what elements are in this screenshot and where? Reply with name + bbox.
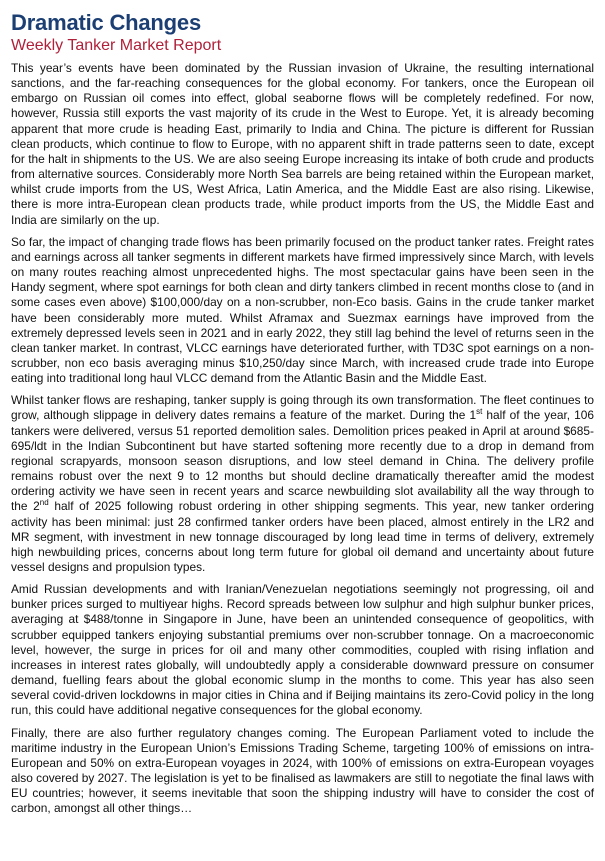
paragraph-4: Amid Russian developments and with Iranian/Venezuelan negotiations seemingly not progressing, oil and bunker prices surged to multiyear highs. Record spreads between low sulphur and high sulphur bunker prices, averaging at $488/tonne in Singapore in June, have been an unintended consequence of geopolitics, with scrubber equipped tankers enjoying substantial premiums over non-scrubber tonnage. On a macroeconomic level, however, the surge in prices for oil and many other commodities, coupled with rising inflation and increases in interest rates globally, will undoubtedly apply a considerable downward pressure on consumer demand, fuelling fears about the global economic slump in the months to come. This year has also seen several covid-driven lockdowns in major cities in China and if Beijing maintains its zero-Covid policy in the long run, this could have additional negative consequences for the global economy. [11, 582, 594, 718]
paragraph-2: So far, the impact of changing trade flows has been primarily focused on the product tanker rates. Freight rates and earnings across all tanker segments in different markets have firmed impressively since March, with levels on many routes reaching almost unprecedented highs. The most spectacular gains have been seen in the Handy segment, where spot earnings for both clean and dirty tankers climbed in recent months close to (and in some cases even above) $100,000/day on a non-scrubber, non-Eco basis. Gains in the crude tanker market have been considerably more muted. Whilst Aframax and Suezmax earnings have improved from the extremely depressed levels seen in 2021 and in early 2022, they still lag behind the level of returns seen in the clean tanker market. In contrast, VLCC earnings have deteriorated further, with TD3C spot earnings on a non-scrubber, non eco basis averaging minus $10,250/day since March, with increased crude trade into Europe eating into traditional long haul VLCC demand from the Atlantic Basin and the Middle East. [11, 234, 594, 386]
ordinal-suffix-2: nd [39, 498, 49, 508]
ordinal-suffix-1: st [476, 407, 483, 417]
paragraph-5: Finally, there are also further regulatory changes coming. The European Parliament voted to include the maritime industry in the European Union’s Emissions Trading Scheme, targeting 100% of emissions on intra-European and 50% on extra-European voyages in 2024, with 100% of emissions on extra-European voyages also covered by 2027. The legislation is yet to be finalised as lawmakers are still to negotiate the final laws with EU countries; however, it seems inevitable that soon the shipping industry will have to consider the cost of carbon, amongst all other things… [11, 725, 594, 816]
paragraph-3 [11, 393, 594, 575]
paragraph-1: This year’s events have been dominated by the Russian invasion of Ukraine, the resulting international sanctions, and the far-reaching consequences for the global economy. For tankers, once the European oil embargo on Russian oil comes into effect, global seaborne flows will be completely redefined. For now, however, Russia still exports the vast majority of its crude in the West to Europe. Yet, it is already becoming apparent that more crude is heading East, primarily to India and China. The picture is different for Russian clean products, which continue to flow to Europe, with no apparent shift in trade patterns seen to date, except for the halt in shipments to the US. We are also seeing Europe increasing its intake of both crude and products from alternative sources. Considerably more North Sea barrels are being retained within the European market, whilst crude imports from the US, West Africa, Latin America, and the Middle East are also rising. Likewise, there is more intra-European clean products trade, while product imports from the US, the Middle East and India are similarly on the up. [11, 61, 594, 227]
paragraph-3-part-b: half of the year, 106 tankers were delivered, versus 51 reported demolition sales. Demolition prices peaked in April at around $685-695/ldt in the Indian Subcontinent but have started softening more recently due to a drop in demand from regional scrapyards, monsoon season disruptions, and low steel demand in China. The delivery profile remains robust over the next 9 to 12 months but should decline dramatically thereafter amid the modest ordering activity we have seen in recent years and scarce newbuilding slot availability all the way through to the 2 [11, 408, 594, 514]
paragraph-3-part-c: half of 2025 following robust ordering in other shipping segments. This year, new tanker ordering activity has been minimal: just 28 confirmed tanker orders have been placed, almost entirely in the LR2 and MR segment, with investment in new tonnage discouraged by long lead time in terms of delivery, extremely high newbuilding prices, concerns about long term future for global oil demand and uncertainty about future vessel designs and propulsion types. [11, 499, 594, 574]
paragraph-3-part-a: Whilst tanker flows are reshaping, tanker supply is going through its own transformation. The fleet continues to grow, although slippage in delivery dates remains a feature of the market. During the 1 [11, 393, 594, 423]
report-subtitle: Weekly Tanker Market Report [11, 37, 222, 54]
report-title: Dramatic Changes [11, 10, 201, 35]
